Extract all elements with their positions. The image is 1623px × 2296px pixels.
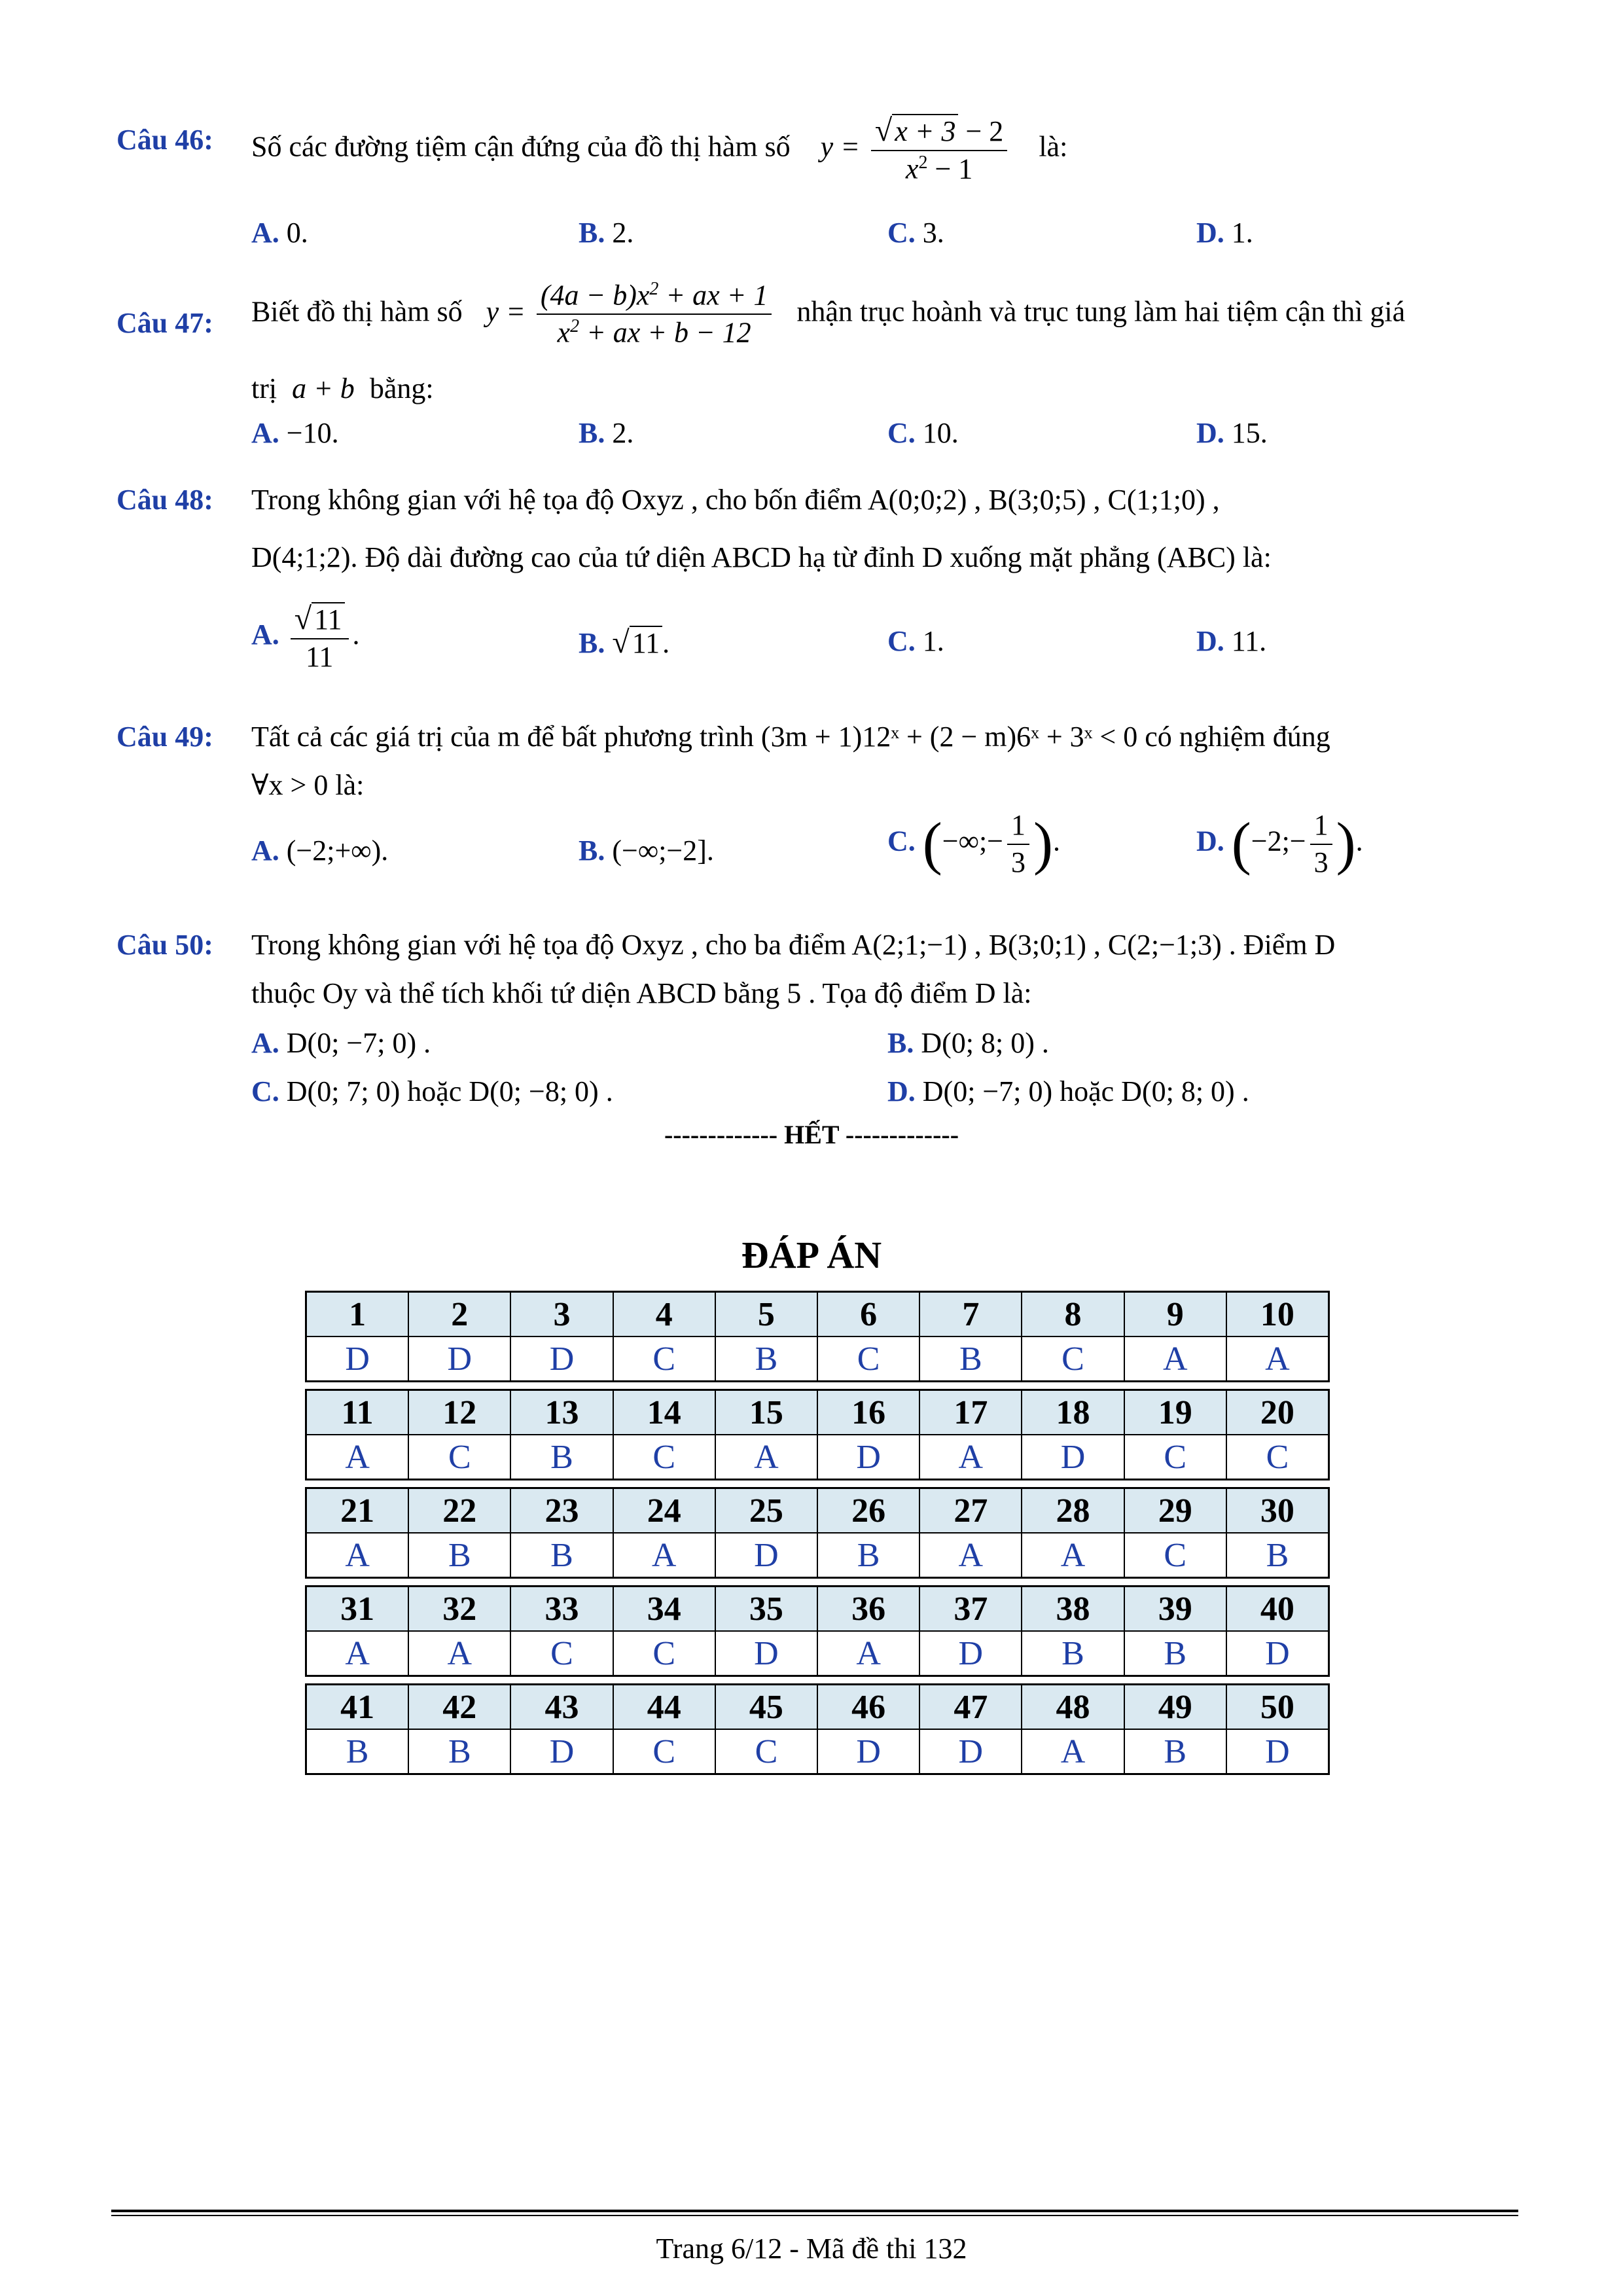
question-number: 11 [307, 1391, 409, 1434]
question-50-line2: thuộc Oy và thể tích khối tứ diện ABCD bằng 5 . Tọa độ điểm D là: [251, 977, 1032, 1009]
answer-letter: D [1022, 1435, 1124, 1479]
question-number: 33 [511, 1587, 613, 1630]
answer-letter: D [920, 1730, 1022, 1773]
question-number: 44 [614, 1685, 716, 1729]
function-fraction [537, 279, 772, 350]
answer-block-2 [305, 1389, 1330, 1480]
q47-option-a: A. −10. [251, 417, 339, 449]
answer-letter: C [1266, 1438, 1289, 1476]
answer-letter: B [920, 1337, 1022, 1380]
question-label: Câu 46: [116, 124, 213, 156]
q49-option-d: D. (−2;− $\frac{1}{3}$ ). [1196, 809, 1363, 878]
question-48-line2: D(4;1;2). Độ dài đường cao của tứ diện ABCD hạ từ đỉnh D xuống mặt phẳng (ABC) là: [251, 541, 1272, 573]
question-number: 2 [409, 1293, 511, 1336]
function-lhs: y = [820, 130, 860, 163]
answer-letter: C [614, 1435, 716, 1479]
answer-letter: B [1125, 1632, 1227, 1675]
question-number: 30 [1260, 1492, 1294, 1530]
question-50-line1: Trong không gian với hệ tọa độ Oxyz , cho ba điểm A(2;1;−1) , B(3;0;1) , C(2;−1;3) . Điểm D [251, 929, 1336, 961]
question-number: 47 [920, 1685, 1022, 1729]
question-number: 28 [1022, 1489, 1124, 1532]
question-number: 42 [409, 1685, 511, 1729]
answer-number-row [307, 1587, 1328, 1632]
numerator: (4a − b)x [540, 279, 650, 312]
answer-block-4 [305, 1585, 1330, 1677]
answer-letter: C [614, 1730, 716, 1773]
footer-rule [111, 2210, 1518, 2212]
question-number: 20 [1260, 1393, 1294, 1431]
answer-letter-row [307, 1534, 1328, 1577]
q46-option-d: D. 1. [1196, 217, 1253, 249]
question-number: 32 [409, 1587, 511, 1630]
answer-letter: C [409, 1435, 511, 1479]
footer-rule-thin [111, 2215, 1518, 2216]
answer-block-3 [305, 1487, 1330, 1579]
answer-letter: A [1022, 1730, 1124, 1773]
answer-number-row [307, 1391, 1328, 1435]
question-tail: là: [1039, 130, 1068, 163]
question-number: 19 [1125, 1391, 1227, 1434]
answer-letter: A [1265, 1340, 1290, 1378]
numerator-tail: − 2 [958, 115, 1004, 147]
q47-option-b: B. 2. [579, 417, 634, 449]
question-number: 31 [307, 1587, 409, 1630]
answer-letter: D [1265, 1634, 1290, 1672]
answer-letter: B [409, 1730, 511, 1773]
question-number: 41 [307, 1685, 409, 1729]
question-label: Câu 47: [116, 307, 213, 339]
question-number: 45 [716, 1685, 818, 1729]
question-number: 40 [1260, 1590, 1294, 1628]
question-50 [116, 928, 213, 961]
answer-letter: B [818, 1534, 920, 1577]
q47-option-c: C. 10. [887, 417, 959, 449]
answer-letter: B [1266, 1536, 1289, 1574]
question-number: 13 [511, 1391, 613, 1434]
answer-letter-row [307, 1632, 1328, 1675]
question-number: 39 [1125, 1587, 1227, 1630]
q46-option-b: B. 2. [579, 217, 634, 249]
function-lhs: y = [486, 295, 526, 328]
expression: a + b [292, 372, 355, 404]
question-46-text [251, 113, 1067, 186]
exponent: 2 [649, 279, 659, 299]
denominator-var: x [557, 316, 571, 349]
answer-letter: A [409, 1632, 511, 1675]
page-footer: Trang 6/12 - Mã đề thi 132 [656, 2233, 967, 2265]
question-number: 29 [1125, 1489, 1227, 1532]
question-number: 4 [614, 1293, 716, 1336]
q47-option-d: D. 15. [1196, 417, 1268, 449]
answer-letter: A [307, 1435, 409, 1479]
question-number: 21 [307, 1489, 409, 1532]
answer-letter: D [920, 1632, 1022, 1675]
question-49 [116, 720, 213, 753]
question-number: 1 [307, 1293, 409, 1336]
answer-letter: A [1022, 1534, 1124, 1577]
q49-option-b: B. (−∞;−2]. [579, 834, 714, 867]
question-number: 15 [716, 1391, 818, 1434]
question-number: 48 [1022, 1685, 1124, 1729]
question-number: 38 [1022, 1587, 1124, 1630]
question-number: 5 [716, 1293, 818, 1336]
question-49-line1: Tất cả các giá trị của m để bất phương trình (3m + 1)12ˣ + (2 − m)6ˣ + 3ˣ < 0 có nghiệm đúng [251, 721, 1330, 753]
question-number: 49 [1125, 1685, 1227, 1729]
answer-letter: C [614, 1632, 716, 1675]
q48-option-c: C. 1. [887, 625, 944, 657]
answer-letter: D [511, 1730, 613, 1773]
function-fraction: $\frac{√x + 3 - 2}{x^2 - 1}$ [871, 113, 1007, 186]
question-number: 46 [818, 1685, 920, 1729]
answer-letter: B [511, 1534, 613, 1577]
question-number: 35 [716, 1587, 818, 1630]
q49-option-c: C. (−∞;− $\frac{1}{3}$ ). [887, 809, 1060, 878]
answer-key-title: ĐÁP ÁN [741, 1234, 882, 1276]
question-number: 23 [511, 1489, 613, 1532]
answer-letter: C [614, 1337, 716, 1380]
answer-letter: B [716, 1337, 818, 1380]
answer-number-row [307, 1489, 1328, 1534]
question-number: 10 [1260, 1295, 1294, 1333]
question-label: Câu 50: [116, 929, 213, 961]
question-label: Câu 48: [116, 484, 213, 516]
answer-letter: B [409, 1534, 511, 1577]
answer-letter-row [307, 1337, 1328, 1380]
question-number: 37 [920, 1587, 1022, 1630]
answer-letter: B [1022, 1632, 1124, 1675]
answer-letter-row [307, 1730, 1328, 1773]
answer-letter: A [920, 1435, 1022, 1479]
answer-letter: A [716, 1435, 818, 1479]
denominator-tail: + ax + b − 12 [579, 316, 751, 349]
question-48 [116, 483, 213, 516]
answer-letter: A [818, 1632, 920, 1675]
question-text: Số các đường tiệm cận đứng của đồ thị hàm số [251, 130, 791, 163]
question-46 [116, 123, 213, 156]
answer-letter-row [307, 1435, 1328, 1479]
answer-letter: D [511, 1337, 613, 1380]
q50-option-c: C. D(0; 7; 0) hoặc D(0; −8; 0) . [251, 1075, 613, 1107]
q50-option-d: D. D(0; −7; 0) hoặc D(0; 8; 0) . [887, 1075, 1249, 1107]
answer-letter: A [920, 1534, 1022, 1577]
answer-letter: D [716, 1534, 818, 1577]
q48-option-a: A. $\frac{√11}{11}$ . [251, 601, 360, 673]
sqrt-radicand: x + 3 [892, 114, 958, 147]
answer-letter: D [1265, 1732, 1290, 1770]
question-label: Câu 49: [116, 721, 213, 753]
question-number: 50 [1260, 1688, 1294, 1726]
question-number: 34 [614, 1587, 716, 1630]
question-number: 18 [1022, 1391, 1124, 1434]
answer-letter: D [307, 1337, 409, 1380]
answer-letter: A [614, 1534, 716, 1577]
question-number: 27 [920, 1489, 1022, 1532]
answer-letter: B [307, 1730, 409, 1773]
answer-letter: C [511, 1632, 613, 1675]
answer-letter: D [409, 1337, 511, 1380]
answer-number-row [307, 1685, 1328, 1730]
q50-option-a: A. D(0; −7; 0) . [251, 1027, 431, 1059]
question-48-line1: Trong không gian với hệ tọa độ Oxyz , cho bốn điểm A(0;0;2) , B(3;0;5) , C(1;1;0) , [251, 484, 1220, 516]
option-fraction: $\frac{√11}{11}$ [291, 601, 349, 674]
answer-letter: C [818, 1337, 920, 1380]
answer-letter: A [1125, 1337, 1227, 1380]
question-number: 8 [1022, 1293, 1124, 1336]
denominator-tail: − 1 [927, 152, 973, 185]
question-number: 36 [818, 1587, 920, 1630]
question-47-line2 [251, 372, 434, 405]
question-number: 6 [818, 1293, 920, 1336]
answer-letter: C [1022, 1337, 1124, 1380]
question-number: 7 [920, 1293, 1022, 1336]
end-marker: ------------- HẾT ------------- [664, 1120, 959, 1149]
question-number: 17 [920, 1391, 1022, 1434]
question-number: 14 [614, 1391, 716, 1434]
answer-number-row [307, 1293, 1328, 1337]
q48-option-d: D. 11. [1196, 625, 1267, 657]
question-number: 26 [818, 1489, 920, 1532]
question-47 [116, 306, 213, 340]
question-number: 12 [409, 1391, 511, 1434]
q49-option-a: A. (−2;+∞). [251, 834, 389, 867]
question-text-cont: nhận trục hoành và trục tung làm hai tiệm cận thì giá [796, 295, 1406, 328]
exponent: 2 [918, 152, 928, 173]
answer-letter: C [1125, 1435, 1227, 1479]
question-number: 24 [614, 1489, 716, 1532]
answer-letter: A [307, 1534, 409, 1577]
question-text: trị [251, 372, 277, 404]
answer-letter: C [716, 1730, 818, 1773]
question-49-line2: ∀x > 0 là: [251, 769, 365, 801]
question-number: 3 [511, 1293, 613, 1336]
q46-option-c: C. 3. [887, 217, 944, 249]
question-number: 16 [818, 1391, 920, 1434]
question-47-text [251, 279, 1405, 350]
question-text: Biết đồ thị hàm số [251, 295, 463, 328]
numerator-tail: + ax + 1 [658, 279, 768, 312]
question-number: 9 [1125, 1293, 1227, 1336]
question-number: 22 [409, 1489, 511, 1532]
question-tail: bằng: [369, 372, 434, 404]
exponent: 2 [570, 316, 580, 337]
answer-letter: D [818, 1730, 920, 1773]
answer-letter: C [1125, 1534, 1227, 1577]
answer-letter: B [1125, 1730, 1227, 1773]
question-number: 43 [511, 1685, 613, 1729]
q50-option-b: B. D(0; 8; 0) . [887, 1027, 1049, 1059]
denominator-var: x [905, 152, 919, 185]
answer-letter: D [716, 1632, 818, 1675]
answer-letter: D [818, 1435, 920, 1479]
answer-letter: A [307, 1632, 409, 1675]
question-number: 25 [716, 1489, 818, 1532]
q48-option-b: B. √11. [579, 625, 670, 660]
answer-block-1 [305, 1291, 1330, 1382]
answer-block-5 [305, 1683, 1330, 1775]
q46-option-a: A. 0. [251, 217, 308, 249]
answer-letter: B [511, 1435, 613, 1479]
